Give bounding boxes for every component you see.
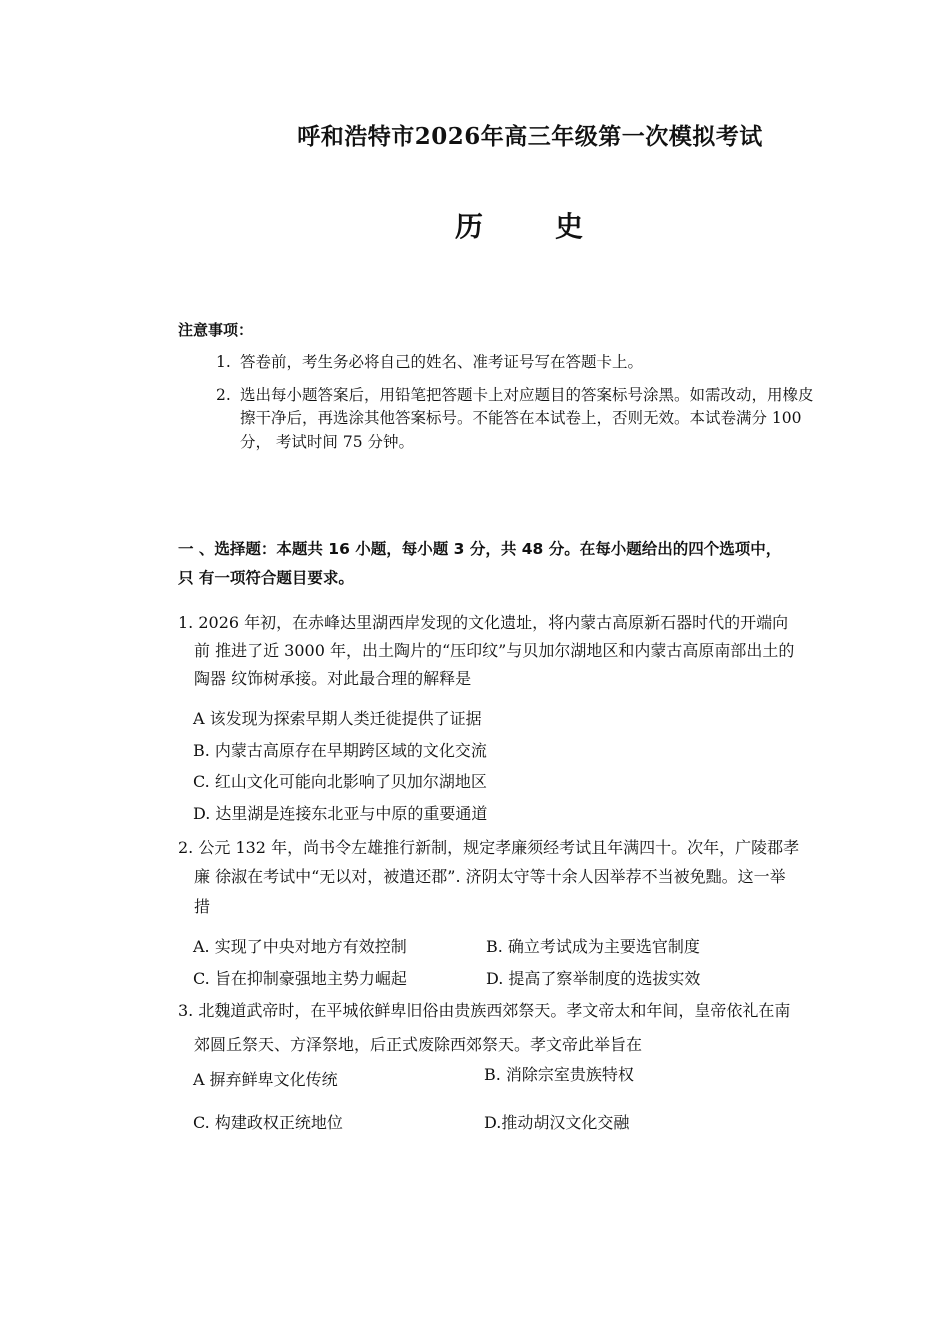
question-1-text: 1. 2026 年初，在赤峰达里湖西岸发现的文化遗址，将内蒙古高原新石器时代的开端向 — [178, 613, 789, 632]
notice-item-text: 答卷前，考生务必将自己的姓名、准考证号写在答题卡上。 — [240, 353, 644, 371]
notice-item-text: 擦干净后，再选涂其他答案标号。不能答在本试卷上，否则无效。本试卷满分 100 — [240, 409, 802, 427]
question-3-text: 3. 北魏道武帝时，在平城依鲜卑旧俗由贵族西郊祭天。孝文帝太和年间，皇帝依礼在南 — [178, 1001, 791, 1020]
notice-item-number: 1. — [216, 353, 231, 371]
notice-item — [216, 350, 643, 372]
question-3-text: 郊圆丘祭天、方泽祭地，后正式废除西郊祭天。孝文帝此举旨在 — [194, 1035, 643, 1054]
notice-item-text: 分， 考试时间 75 分钟。 — [240, 433, 415, 451]
question-1-option-c[interactable]: C. 红山文化可能向北影响了贝加尔湖地区 — [193, 772, 487, 791]
notice-label: 注意事项： — [178, 321, 254, 339]
question-3-option-a[interactable]: A 摒弃鲜卑文化传统 — [193, 1070, 338, 1089]
question-3-option-d[interactable]: D.推动胡汉文化交融 — [484, 1113, 630, 1132]
question-1-text: 陶器 纹饰树承接。对此最合理的解释是 — [194, 669, 472, 688]
question-1-option-d[interactable]: D. 达里湖是连接东北亚与中原的重要通道 — [193, 804, 488, 823]
notice-item — [216, 383, 814, 405]
question-2-option-d[interactable]: D. 提高了察举制度的选拔实效 — [486, 969, 701, 988]
subject-title: 历 史 — [454, 210, 605, 243]
section-heading: 一 、选择题：本题共 16 小题，每小题 3 分，共 48 分。在每小题给出的四个选项中， — [178, 540, 782, 558]
question-2-text: 廉 徐淑在考试中“无以对，被遣还郡”. 济阴太守等十余人因举荐不当被免黜。这一举 — [194, 867, 786, 886]
question-3-option-b[interactable]: B. 消除宗室贵族特权 — [484, 1065, 634, 1084]
question-3-option-c[interactable]: C. 构建政权正统地位 — [193, 1113, 343, 1132]
question-1-text: 前 推进了近 3000 年，出土陶片的“压印纹”与贝加尔湖地区和内蒙古高原南部出土的 — [194, 641, 795, 660]
question-2-option-c[interactable]: C. 旨在抑制豪强地主势力崛起 — [193, 969, 407, 988]
notice-item-number: 2. — [216, 386, 231, 404]
question-2-text: 2. 公元 132 年，尚书令左雄推行新制，规定孝廉须经考试且年满四十。次年，广陵郡孝 — [178, 838, 800, 857]
question-1-option-a[interactable]: A 该发现为探索早期人类迁徙提供了证据 — [193, 709, 482, 728]
question-2-text: 措 — [194, 897, 211, 916]
notice-item-text: 选出每小题答案后，用铅笔把答题卡上对应题目的答案标号涂黑。如需改动，用橡皮 — [240, 386, 814, 404]
section-heading: 只 有一项符合题目要求。 — [178, 569, 354, 587]
question-1-option-b[interactable]: B. 内蒙古高原存在早期跨区域的文化交流 — [193, 741, 487, 760]
question-2-option-b[interactable]: B. 确立考试成为主要选官制度 — [486, 937, 700, 956]
question-2-option-a[interactable]: A. 实现了中央对地方有效控制 — [193, 937, 407, 956]
exam-title: 呼和浩特市2026年高三年级第一次模拟考试 — [297, 123, 763, 150]
